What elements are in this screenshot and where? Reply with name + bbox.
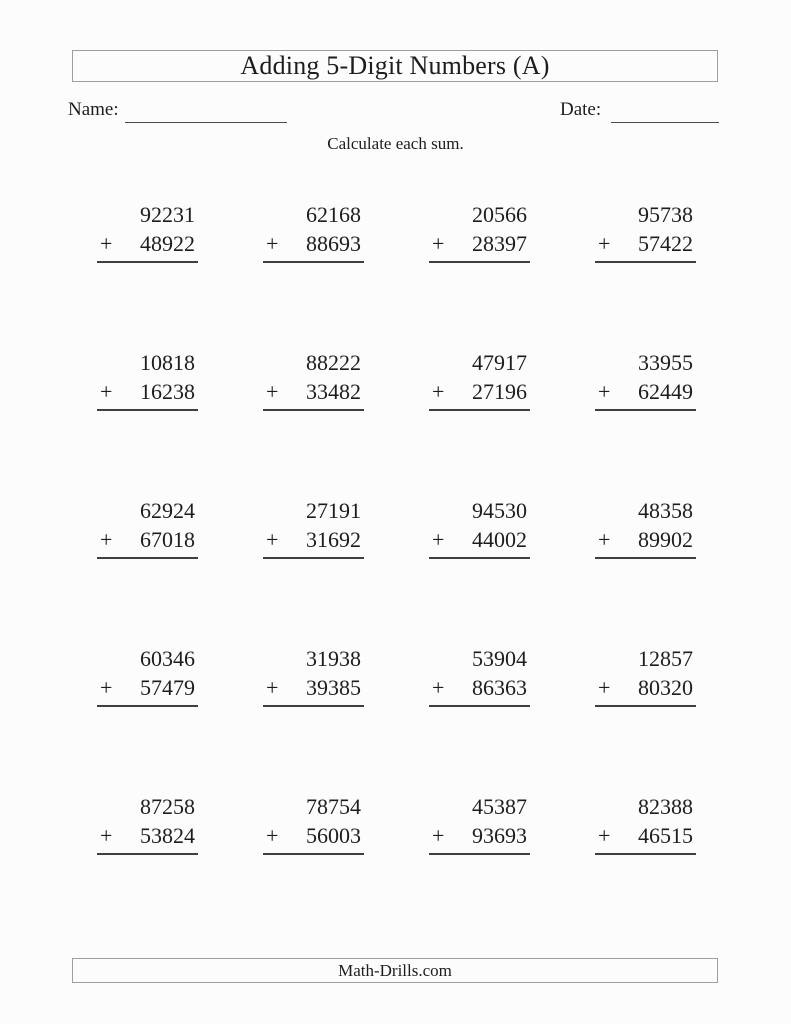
plus-operator: + — [100, 379, 113, 404]
addend-top: 94530 — [472, 498, 527, 523]
addend-bottom: 57422 — [638, 231, 693, 256]
addend-top: 92231 — [140, 202, 195, 227]
addend-top: 12857 — [638, 646, 693, 671]
footer-brand: Math-Drills.com — [338, 960, 452, 980]
addend-top: 33955 — [638, 350, 693, 375]
addend-bottom: 48922 — [140, 231, 195, 256]
addend-bottom: 39385 — [306, 675, 361, 700]
plus-operator: + — [432, 823, 445, 848]
addition-problem — [429, 200, 530, 263]
footer-box — [72, 958, 718, 983]
addition-problem — [595, 200, 696, 263]
addend-bottom: 28397 — [472, 231, 527, 256]
addend-top: 53904 — [472, 646, 527, 671]
addend-bottom: 57479 — [140, 675, 195, 700]
addition-problem — [429, 496, 530, 559]
addition-problem — [263, 200, 364, 263]
addend-top: 27191 — [306, 498, 361, 523]
addend-top: 62924 — [140, 498, 195, 523]
name-blank-line[interactable] — [125, 102, 287, 123]
plus-operator: + — [432, 379, 445, 404]
problems-grid — [97, 200, 696, 855]
addend-bottom: 88693 — [306, 231, 361, 256]
addition-problem — [97, 644, 198, 707]
addition-problem — [263, 348, 364, 411]
plus-operator: + — [266, 675, 279, 700]
plus-operator: + — [266, 231, 279, 256]
addend-top: 31938 — [306, 646, 361, 671]
addend-top: 10818 — [140, 350, 195, 375]
plus-operator: + — [100, 823, 113, 848]
addend-bottom: 53824 — [140, 823, 195, 848]
addition-problem — [595, 348, 696, 411]
page-title: Adding 5-Digit Numbers (A) — [240, 51, 550, 80]
addend-bottom: 89902 — [638, 527, 693, 552]
plus-operator: + — [266, 527, 279, 552]
plus-operator: + — [598, 231, 611, 256]
addition-problem — [429, 792, 530, 855]
name-label: Name: — [68, 99, 119, 120]
addition-problem — [263, 644, 364, 707]
addend-bottom: 62449 — [638, 379, 693, 404]
addend-bottom: 16238 — [140, 379, 195, 404]
plus-operator: + — [598, 823, 611, 848]
addition-problem — [263, 792, 364, 855]
title-box — [72, 50, 718, 82]
addition-problem — [595, 792, 696, 855]
addend-top: 87258 — [140, 794, 195, 819]
addend-bottom: 56003 — [306, 823, 361, 848]
date-label: Date: — [560, 99, 602, 120]
plus-operator: + — [432, 675, 445, 700]
instruction-text: Calculate each sum. — [327, 134, 464, 153]
addend-bottom: 27196 — [472, 379, 527, 404]
addend-bottom: 46515 — [638, 823, 693, 848]
addition-problem — [263, 496, 364, 559]
addend-bottom: 93693 — [472, 823, 527, 848]
plus-operator: + — [598, 379, 611, 404]
date-blank-line[interactable] — [611, 102, 719, 123]
addition-problem — [429, 348, 530, 411]
addition-problem — [595, 496, 696, 559]
addend-bottom: 86363 — [472, 675, 527, 700]
plus-operator: + — [598, 527, 611, 552]
addend-top: 60346 — [140, 646, 195, 671]
addend-top: 47917 — [472, 350, 527, 375]
addend-top: 95738 — [638, 202, 693, 227]
addition-problem — [429, 644, 530, 707]
plus-operator: + — [100, 527, 113, 552]
plus-operator: + — [598, 675, 611, 700]
plus-operator: + — [266, 823, 279, 848]
addend-top: 20566 — [472, 202, 527, 227]
addition-problem — [595, 644, 696, 707]
addition-problem — [97, 496, 198, 559]
addition-problem — [97, 200, 198, 263]
addend-top: 62168 — [306, 202, 361, 227]
addend-top: 88222 — [306, 350, 361, 375]
addend-top: 45387 — [472, 794, 527, 819]
addition-problem — [97, 348, 198, 411]
addend-top: 78754 — [306, 794, 361, 819]
plus-operator: + — [432, 527, 445, 552]
addend-top: 82388 — [638, 794, 693, 819]
plus-operator: + — [266, 379, 279, 404]
addend-bottom: 44002 — [472, 527, 527, 552]
plus-operator: + — [100, 675, 113, 700]
plus-operator: + — [100, 231, 113, 256]
addend-bottom: 80320 — [638, 675, 693, 700]
plus-operator: + — [432, 231, 445, 256]
addend-bottom: 33482 — [306, 379, 361, 404]
addend-top: 48358 — [638, 498, 693, 523]
addend-bottom: 67018 — [140, 527, 195, 552]
addition-problem — [97, 792, 198, 855]
addend-bottom: 31692 — [306, 527, 361, 552]
